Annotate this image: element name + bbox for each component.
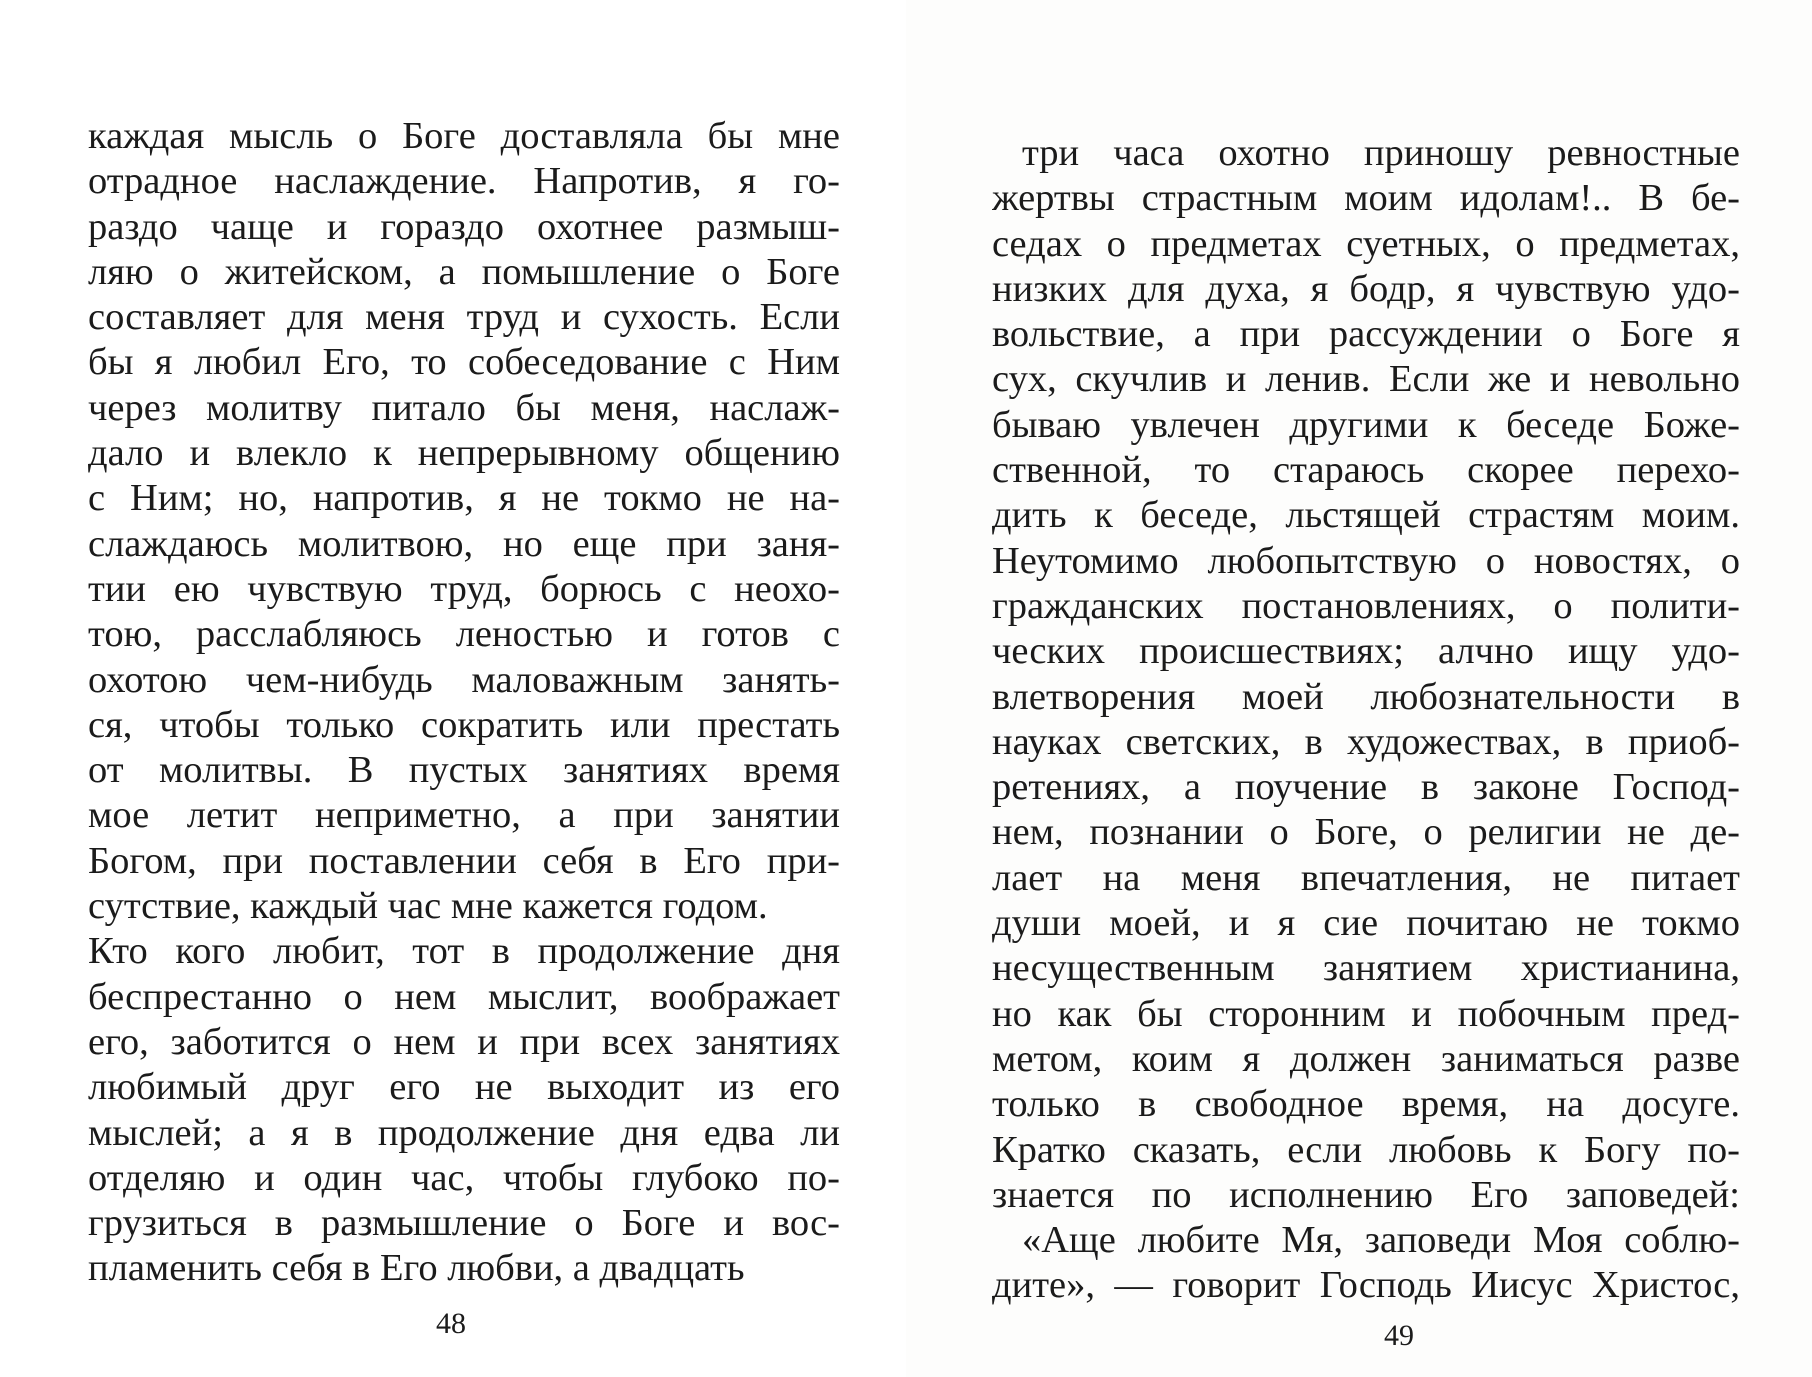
text-line: жертвы страстным моим идолам!.. В бе- — [992, 177, 1740, 220]
text-line: седах о предметах суетных, о предметах, — [992, 222, 1740, 265]
text-line: грузиться в размышление о Боге и вос- — [88, 1202, 840, 1245]
text-line: вольствие, а при рассуждении о Боге я — [992, 313, 1740, 356]
text-line: дите», — говорит Господь Иисус Христос, — [992, 1264, 1740, 1307]
text-line: Кто кого любит, тот в продолжение дня — [88, 930, 840, 973]
right-page — [906, 0, 1812, 1377]
text-line: ческих происшествиях; алчно ищу удо- — [992, 630, 1740, 673]
text-line: метом, коим я должен заниматься разве — [992, 1037, 1740, 1080]
text-line: три часа охотно приношу ревностные — [1022, 132, 1740, 174]
text-line: только в свободное время, на досуге. — [992, 1083, 1740, 1126]
text-line: Неутомимо любопытствую о новостях, о — [992, 539, 1740, 582]
text-line: «Аще любите Мя, заповеди Моя соблю- — [1022, 1219, 1740, 1262]
text-line: Богом, при поставлении себя в Его при- — [88, 839, 840, 882]
text-line: каждая мысль о Боге доставляла бы мне — [88, 115, 840, 157]
text-line: охотою чем-нибудь маловажным занять- — [88, 658, 840, 701]
text-line: с Ним; но, напротив, я не токмо не на- — [88, 477, 840, 520]
text-line: сух, скучлив и ленив. Если же и невольно — [992, 358, 1740, 401]
text-line: дить к беседе, льстящей страстям моим. — [992, 494, 1740, 537]
text-line: составляет для меня труд и сухость. Если — [88, 296, 840, 339]
text-line: несущественным занятием христианина, — [992, 947, 1740, 990]
text-line: тою, расслабляюсь леностью и готов с — [88, 613, 840, 656]
text-line: отрадное наслаждение. Напротив, я го- — [88, 160, 840, 203]
text-line: ляю о житейском, а помышление о Боге — [88, 250, 840, 293]
text-line: через молитву питало бы меня, наслаж- — [88, 386, 840, 429]
text-line: но как бы сторонним и побочным пред- — [992, 992, 1740, 1035]
text-line: раздо чаще и гораздо охотнее размыш- — [88, 205, 840, 248]
text-line: ся, чтобы только сократить или престать — [88, 703, 840, 746]
text-line: дало и влекло к непрерывному общению — [88, 432, 840, 475]
text-line: ственной, то стараюсь скорее перехо- — [992, 449, 1740, 492]
text-line: влетворения моей любознательности в — [992, 675, 1740, 718]
text-line: его, заботится о нем и при всех занятиях — [88, 1020, 840, 1063]
text-line: знается по исполнению Его заповедей: — [992, 1173, 1740, 1216]
text-line: ретениях, а поучение в законе Господ- — [992, 766, 1740, 809]
text-line: бы я любил Его, то собеседование с Ним — [88, 341, 840, 384]
page-number: 48 — [436, 1307, 466, 1340]
text-line: сутствие, каждый час мне кажется годом. — [88, 885, 768, 928]
text-line: науках светских, в художествах, в приоб- — [992, 720, 1740, 763]
text-line: бываю увлечен другими к беседе Боже- — [992, 403, 1740, 446]
right-page-text — [992, 131, 1740, 1309]
text-line: гражданских постановлениях, о полити- — [992, 584, 1740, 627]
left-page-text — [88, 114, 840, 1292]
page-number: 49 — [1384, 1319, 1414, 1352]
text-line: любимый друг его не выходит из его — [88, 1066, 840, 1109]
text-line: Кратко сказать, если любовь к Богу по- — [992, 1128, 1740, 1171]
text-line: от молитвы. В пустых занятиях время — [88, 749, 840, 792]
text-line: мое летит неприметно, а при занятии — [88, 794, 840, 837]
text-line: лает на меня впечатления, не питает — [992, 856, 1740, 899]
text-line: низких для духа, я бодр, я чувствую удо- — [992, 267, 1740, 310]
text-line: беспрестанно о нем мыслит, воображает — [88, 975, 840, 1018]
text-line: пламенить себя в Его любви, а двадцать — [88, 1247, 745, 1290]
text-line: отделяю и один час, чтобы глубоко по- — [88, 1156, 840, 1199]
text-line: души моей, и я сие почитаю не токмо — [992, 902, 1740, 945]
text-line: мыслей; а я в продолжение дня едва ли — [88, 1111, 840, 1154]
text-line: нем, познании о Боге, о религии не де- — [992, 811, 1740, 854]
text-line: тии ею чувствую труд, борюсь с неохо- — [88, 567, 840, 610]
text-line: слаждаюсь молитвою, но еще при заня- — [88, 522, 840, 565]
